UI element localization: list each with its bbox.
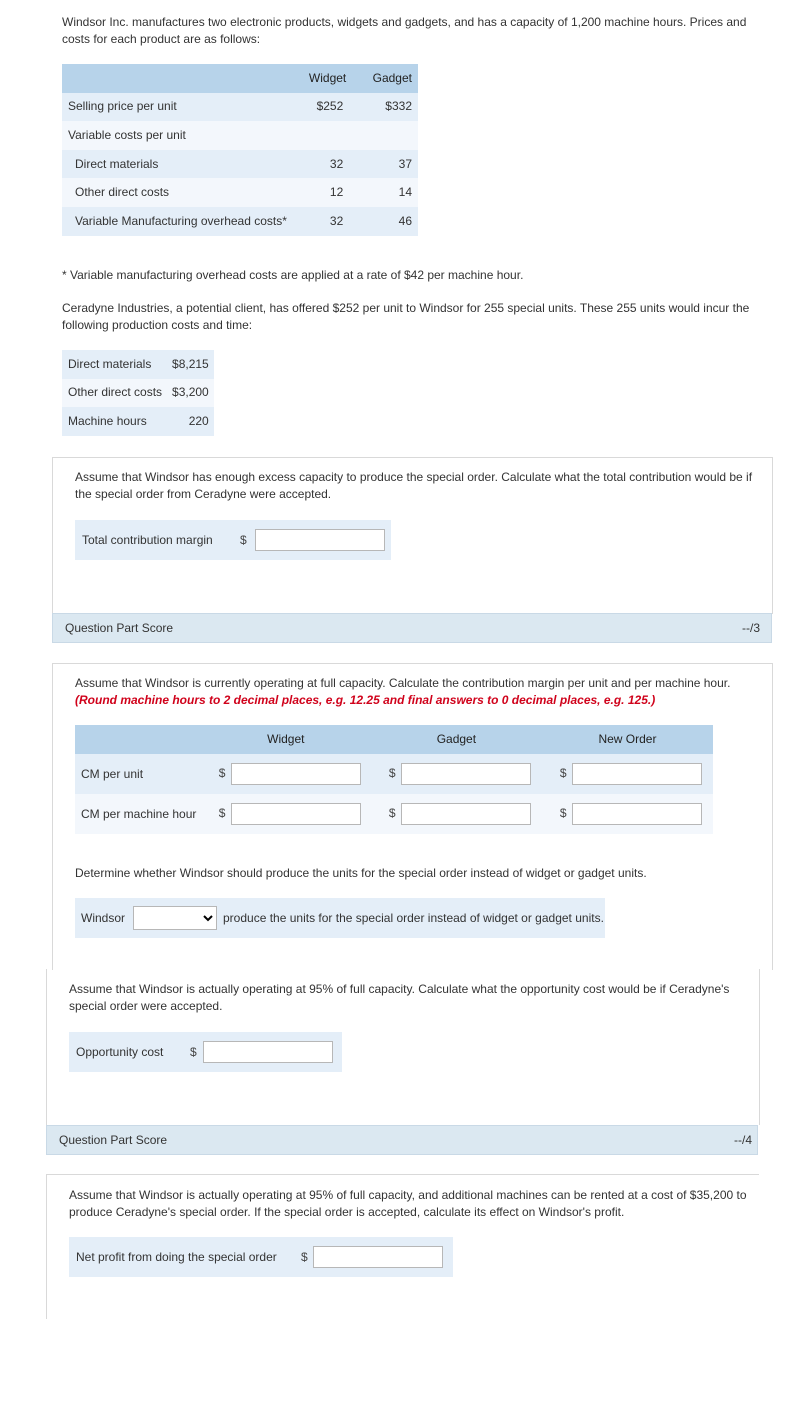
table-row [62,407,214,436]
new-order-cm-per-unit-input[interactable] [572,763,702,785]
gadget-value: 46 [354,207,418,236]
cm-table [75,725,713,834]
currency-symbol: $ [218,806,226,821]
part2-question: Assume that Windsor is currently operating at full capacity. Calculate the contribution margin per unit and per machine hour. [75,676,731,690]
col-header-gadget: Gadget [371,725,542,754]
windsor-decision-row [75,898,605,938]
intro-text: Windsor Inc. manufactures two electronic products, widgets and gadgets, and has a capacity of 1,200 machine hours. Prices and costs for each product are as follows: [62,15,747,46]
table-row [62,379,214,408]
gadget-value: 37 [354,150,418,179]
opportunity-cost-input[interactable] [203,1041,333,1063]
part4-question: Assume that Windsor is actually operating at 95% of full capacity, and additional machines can be rented at a cost of $35,200 to produce Ceradyne's special order. If the special order is accepted, calculate its effect on Windsor's profit. [69,1188,747,1219]
row-label: Other direct costs [62,379,172,408]
row-value: $8,215 [172,350,214,379]
part4-field-label: Net profit from doing the special order [76,1249,277,1264]
score-value: --/3 [742,620,760,635]
question-part-score-bar-2 [46,1125,758,1155]
table-row [62,350,214,379]
table-header-blank [62,64,287,93]
row-value: $3,200 [172,379,214,408]
table-row [62,150,418,179]
widget-cm-per-machine-hour-input[interactable] [231,803,361,825]
table-row [75,754,713,794]
row-label: Variable Manufacturing overhead costs* [62,207,287,236]
currency-symbol: $ [240,532,247,547]
row-label: Direct materials [62,350,172,379]
gadget-value: 14 [354,178,418,207]
score-label: Question Part Score [59,1132,168,1147]
currency-symbol: $ [218,766,226,781]
part4-answer-row [69,1237,453,1277]
part3-answer-row [69,1032,342,1072]
table-row [62,93,418,122]
part1-field-label: Total contribution margin [82,532,213,547]
row-label: CM per machine hour [75,794,201,834]
widget-value: $252 [287,93,354,122]
row-label: CM per unit [75,754,201,794]
part3-field-label: Opportunity cost [76,1044,164,1059]
col-header-widget: Widget [287,64,354,93]
determine-text: Determine whether Windsor should produce the units for the special order instead of widget or gadget units. [75,866,647,880]
header-blank [75,725,201,754]
table-row [75,794,713,834]
total-contribution-margin-input[interactable] [255,529,385,551]
col-header-gadget: Gadget [354,64,418,93]
footnote: * Variable manufacturing overhead costs are applied at a rate of $42 per machine hour. [62,268,524,282]
special-order-intro: Ceradyne Industries, a potential client, has offered $252 per unit to Windsor for 255 special units. These 255 units would incur the following production costs and time: [62,301,750,332]
row-value: 220 [172,407,214,436]
part1-question: Assume that Windsor has enough excess capacity to produce the special order. Calculate what the total contribution would be if the special order from Ceradyne were accepted. [75,470,753,501]
part2-question-block [75,675,755,709]
currency-symbol: $ [388,806,396,821]
row-label: Variable costs per unit [62,121,287,150]
score-label: Question Part Score [65,620,174,635]
row-label: Selling price per unit [62,93,287,122]
score-value: --/4 [734,1132,752,1147]
col-header-widget: Widget [201,725,371,754]
question-part-score-bar-1 [52,613,772,643]
row-label: Other direct costs [62,178,287,207]
currency-symbol: $ [388,766,396,781]
row-label: Direct materials [62,150,287,179]
table-row [62,121,418,150]
col-header-new-order: New Order [542,725,713,754]
net-profit-input[interactable] [313,1246,443,1268]
select-suffix: produce the units for the special order instead of widget or gadget units. [223,910,604,925]
product-cost-table [62,64,418,236]
widget-value: 32 [287,150,354,179]
gadget-value: $332 [354,93,418,122]
gadget-value [354,121,418,150]
new-order-cm-per-machine-hour-input[interactable] [572,803,702,825]
special-order-table [62,350,214,436]
currency-symbol: $ [190,1044,197,1059]
currency-symbol: $ [559,766,567,781]
select-prefix: Windsor [81,910,126,925]
rounding-instruction: (Round machine hours to 2 decimal places, e.g. 12.25 and final answers to 0 decimal places, e.g. 125.) [75,693,656,707]
table-row [62,178,418,207]
widget-value [287,121,354,150]
currency-symbol: $ [301,1249,308,1264]
widget-cm-per-unit-input[interactable] [231,763,361,785]
row-label: Machine hours [62,407,172,436]
widget-value: 32 [287,207,354,236]
gadget-cm-per-unit-input[interactable] [401,763,531,785]
part1-answer-row [75,520,391,560]
produce-decision-select[interactable] [133,906,217,930]
widget-value: 12 [287,178,354,207]
currency-symbol: $ [559,806,567,821]
table-row [62,207,418,236]
part3-question: Assume that Windsor is actually operating at 95% of full capacity. Calculate what the opportunity cost would be if Ceradyne's special order were accepted. [69,982,730,1013]
gadget-cm-per-machine-hour-input[interactable] [401,803,531,825]
